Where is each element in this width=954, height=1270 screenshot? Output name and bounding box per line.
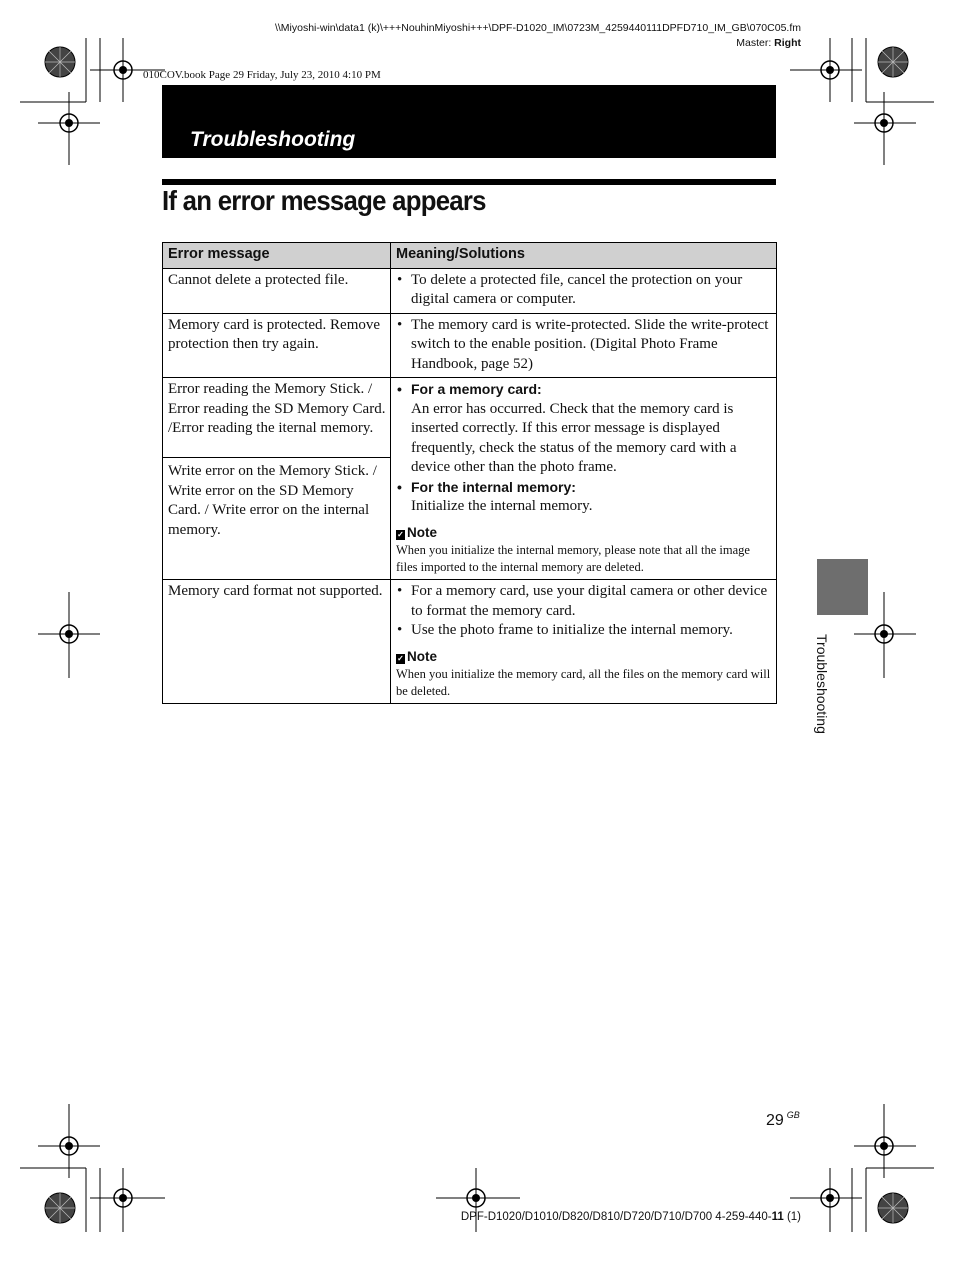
col-header-error-message: Error message	[163, 243, 391, 269]
solution-bullet: • For a memory card, use your digital camera or other device to format the memory card.	[396, 582, 772, 621]
solution-cell	[391, 268, 777, 313]
error-message-table	[162, 242, 777, 704]
table-row	[163, 313, 777, 378]
header-master	[736, 37, 801, 49]
page-title: If an error message appears	[162, 185, 486, 216]
solution-bullet: • The memory card is write-protected. Slide the write-protect switch to the enable position. (Digital Photo Frame Handbook, page 52)	[396, 316, 772, 375]
solution-bullet: • To delete a protected file, cancel the protection on your digital camera or computer.	[396, 271, 772, 310]
page-number-value: 29	[766, 1112, 784, 1129]
note-label: Note	[407, 648, 437, 664]
footer-model-tail: (1)	[783, 1211, 801, 1223]
error-message-cell: Memory card is protected. Remove protection then try again.	[163, 313, 391, 378]
note-icon: ✓	[397, 529, 404, 539]
footer-model-text: DPF-D1020/D1010/D820/D810/D720/D710/D700 4-259-440-	[460, 1211, 772, 1223]
read-error-message: Error reading the Memory Stick. / Error reading the SD Memory Card. /Error reading the iternal memory.	[163, 378, 390, 458]
col-header-meaning-solutions: Meaning/Solutions	[391, 243, 777, 269]
header-master-label: Master:	[736, 37, 775, 49]
note-heading	[396, 647, 772, 667]
error-message-cell: Memory card format not supported.	[163, 580, 391, 704]
table-header-row	[163, 243, 777, 269]
note-heading	[396, 523, 772, 543]
internal-memory-subheading: • For the internal memory:	[396, 478, 772, 498]
internal-memory-solution-text: Initialize the internal memory.	[411, 498, 593, 514]
solution-bullet: • Use the photo frame to initialize the internal memory.	[396, 621, 772, 641]
section-title: Troubleshooting	[190, 128, 356, 151]
error-message-cell: Cannot delete a protected file.	[163, 268, 391, 313]
section-banner	[162, 85, 776, 158]
book-info-line: 010COV.book Page 29 Friday, July 23, 2010 4:10 PM	[143, 69, 381, 81]
page-number	[766, 1110, 800, 1130]
table-row	[163, 268, 777, 313]
note-text: When you initialize the internal memory, please note that all the image files imported to the internal memory are deleted.	[396, 543, 750, 574]
table-row	[163, 378, 777, 580]
write-error-message: Write error on the Memory Stick. / Write error on the SD Memory Card. / Write error on the internal memory.	[168, 463, 377, 538]
table-row	[163, 580, 777, 704]
page-number-suffix: GB	[786, 1110, 800, 1120]
side-tab-label: Troubleshooting	[814, 634, 830, 734]
side-thumb-tab	[817, 559, 868, 615]
solution-cell	[391, 378, 777, 580]
memory-card-solution-text: An error has occurred. Check that the memory card is inserted correctly. If this error message is displayed frequently, check the status of the memory card with a device other than the photo frame.	[411, 400, 737, 475]
note-label: Note	[407, 524, 437, 540]
solution-cell	[391, 580, 777, 704]
header-master-value: Right	[774, 37, 801, 49]
memory-card-subheading: • For a memory card:	[396, 380, 772, 400]
error-message-cell	[163, 378, 391, 580]
solution-cell	[391, 313, 777, 378]
note-text: When you initialize the memory card, all the files on the memory card will be deleted.	[396, 667, 771, 698]
footer-model-code	[461, 1211, 801, 1223]
note-icon: ✓	[397, 653, 404, 663]
header-file-path: \\Miyoshi-win\data1 (k)\+++NouhinMiyoshi+++\DPF-D1020_IM\0723M_4259440111DPFD710_IM_GB\070C05.fm	[274, 22, 801, 34]
footer-model-bold: 11	[771, 1211, 784, 1223]
